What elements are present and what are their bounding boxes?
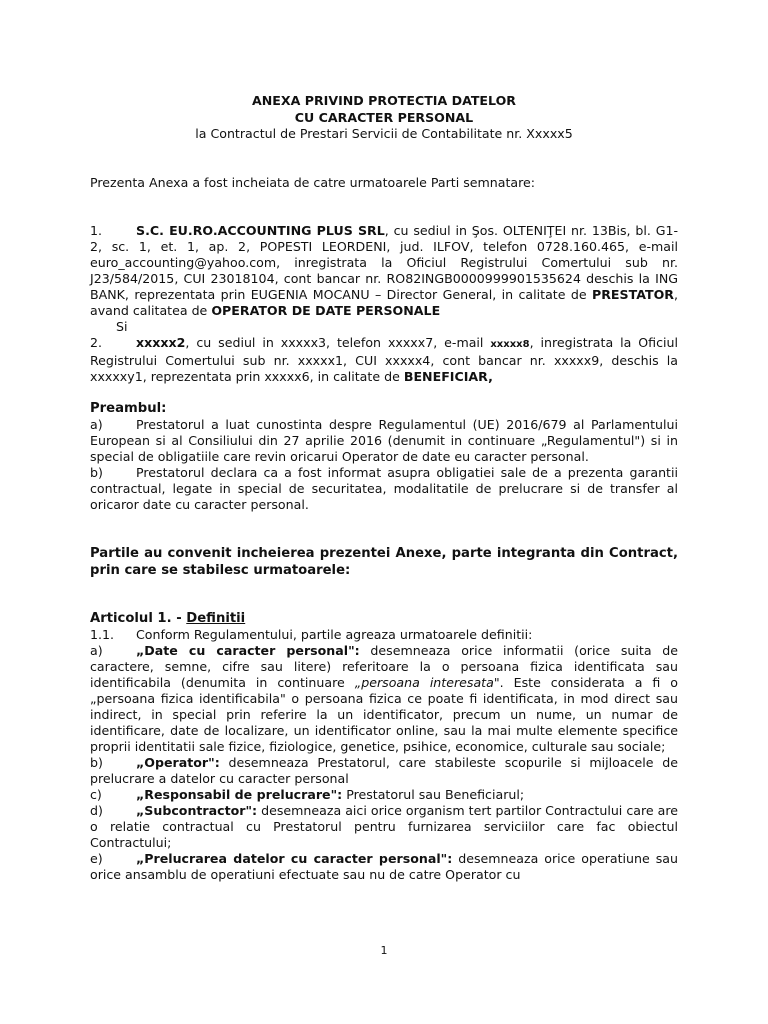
clause-1-1-number: 1.1. [90, 626, 115, 642]
definition-a-term: „Date cu caracter personal": [136, 642, 360, 658]
preambul-item-b [90, 465, 678, 513]
definition-c-label: c) [90, 786, 102, 802]
party1-name: S.C. EU.RO.ACCOUNTING PLUS SRL [136, 222, 385, 238]
definition-b-label: b) [90, 754, 103, 770]
document-title-line2: CU CARACTER PERSONAL [294, 109, 474, 125]
document-page [90, 93, 678, 883]
party2-text1: , cu sediul in xxxxx3, telefon xxxxx7, e-mail [185, 334, 491, 350]
definition-c-term: „Responsabil de prelucrare": [136, 786, 343, 802]
definition-b [90, 755, 678, 787]
party1-text2: , avand calitatea de [90, 286, 678, 318]
party2-number: 2. [90, 334, 103, 350]
party2-text2: , inregistrata la Oficiul Registrului Comertului sub nr. xxxxx1, CUI xxxxx4, cont bancar nr. xxxxx9, deschis la xxxxxy1, reprezentata prin xxxxx6, in calitate de [90, 334, 678, 384]
definition-e-text: desemneaza orice operatiune sau orice ansamblu de operatiuni efectuate sau nu de catre Operator cu [90, 850, 678, 882]
definition-b-text: desemneaza Prestatorul, care stabileste scopurile si mijloacele de prelucrare a datelor cu caracter personal [90, 754, 678, 786]
clause-1-1-text: Conform Regulamentului, partile agreaza urmatoarele definitii: [136, 626, 533, 642]
article1-heading [90, 611, 678, 627]
article1-title: Definitii [186, 610, 246, 626]
preambul-heading: Preambul: [90, 400, 167, 416]
preambul-item-a [90, 417, 678, 465]
article1-clause-1-1 [90, 627, 678, 643]
definition-c [90, 787, 678, 803]
definition-a-italic: „persoana interesata" [354, 674, 500, 690]
party2-email: xxxxx8 [490, 338, 530, 350]
definition-d-term: „Subcontractor": [136, 802, 258, 818]
document-title-line1: ANEXA PRIVIND PROTECTIA DATELOR [251, 93, 517, 108]
party2-name: xxxxx2 [136, 334, 186, 350]
definition-a-text1: desemneaza orice informatii (orice suita de caractere, semne, cifre sau litere) referitoare la o persoana fizica identificata sau identificabila (denumita in continuare [90, 642, 678, 690]
document-subtitle: la Contractul de Prestari Servicii de Contabilitate nr. Xxxxx5 [195, 126, 573, 141]
definition-d-text: desemneaza aici orice organism tert partilor Contractului care are o relatie contractual cu Prestatorul pentru furnizarea serviciilor care fac obiectul Contractului; [90, 802, 678, 850]
definition-a-label: a) [90, 642, 103, 658]
definition-d-label: d) [90, 802, 103, 818]
definition-d [90, 803, 678, 851]
party2-paragraph [90, 335, 678, 385]
party1-paragraph [90, 223, 678, 319]
preambul-b-text: Prestatorul declara ca a fost informat asupra obligatiei sale de a prezenta garantii contractual, legate in special de securitatea, modalitatile de prelucrare si de transfer al oricaror date cu caracter personal. [90, 464, 678, 512]
party1-number: 1. [90, 222, 103, 238]
si-connector: Si [116, 318, 128, 334]
preambul-a-label: a) [90, 416, 103, 432]
preambul-a-text: Prestatorul a luat cunostinta despre Regulamentul (UE) 2016/679 al Parlamentului European si al Consiliului din 27 aprilie 2016 (denumit in continuare „Regulamentul") si in special de obligatiile care revin oricarui Operator de date eu caracter personal. [90, 416, 678, 464]
definition-b-term: „Operator": [136, 754, 220, 770]
party1-role2: OPERATOR DE DATE PERSONALE [211, 302, 441, 318]
party1-text1: , cu sediul in Şos. OLTENIŢEI nr. 13Bis, bl. G1-2, sc. 1, et. 1, ap. 2, POPESTI LEORDENI, jud. ILFOV, telefon 0728.160.465, e-mail euro_accounting@yahoo.com, inregistrata la Oficiul Registrului Comertului sub nr. J23/584/2015, CUI 23018104, cont bancar nr. RO82INGB0000999901535624 deschis la ING BANK, reprezentata prin EUGENIA MOCANU – Director General, in calitate de [90, 222, 679, 302]
agreement-statement: Partile au convenit incheierea prezentei Anexe, parte integranta din Contract, prin care se stabilesc urmatoarele: [90, 545, 678, 578]
definition-a [90, 643, 678, 755]
party2-role: BENEFICIAR, [403, 368, 493, 384]
party1-role: PRESTATOR [592, 286, 674, 302]
article1-label: Articolul 1. - [90, 610, 187, 626]
definition-e [90, 851, 678, 883]
definition-e-label: e) [90, 850, 103, 866]
page-number: 1 [380, 944, 388, 957]
definition-e-term: „Prelucrarea datelor cu caracter personal": [136, 850, 453, 866]
definition-a-text2: . Este considerata a fi o „persoana fizica identificabila" o persoana fizica ce poate fi identificata, in mod direct sau indirect, in special prin referire la un identificator, precum un nume, un numar de identificare, date de localizare, un identificator online, sau la mai multe elemente specifice proprii identitatii sale fizice, fiziologice, genetice, psihice, economice, culturale sau sociale; [90, 674, 679, 754]
preambul-b-label: b) [90, 464, 103, 480]
definition-c-text: Prestatorul sau Beneficiarul; [342, 786, 525, 802]
intro-paragraph: Prezenta Anexa a fost incheiata de catre urmatoarele Parti semnatare: [90, 174, 536, 190]
